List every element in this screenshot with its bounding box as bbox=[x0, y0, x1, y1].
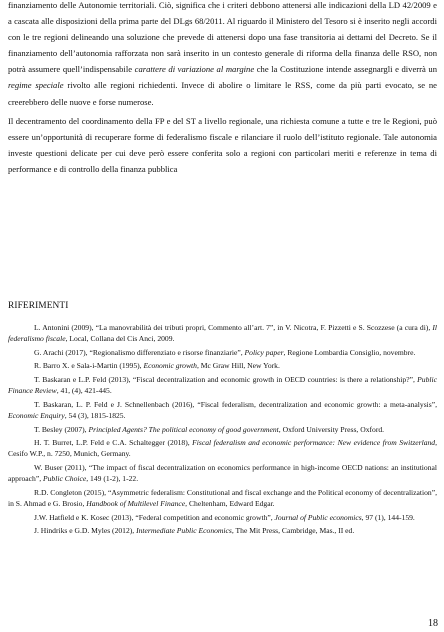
paragraph-text: che la Costituzione intende assegnargli e diverrà un bbox=[254, 64, 437, 75]
body-paragraph bbox=[8, 113, 437, 177]
reference-entry bbox=[8, 322, 437, 344]
reference-text: W. Buser (2011), “The impact of fiscal decentralization on economics performance in high-income OECD nations: an institutional approach”, bbox=[8, 462, 437, 484]
reference-entry bbox=[8, 399, 437, 421]
paragraph-text: Il decentramento del coordinamento della FP e del ST a livello regionale, una richiesta comune a tutte e tre le Regioni, può essere un’opportunità di recuperare forme di federalismo fiscale e rilanciare il ruolo dell’istituto regionale. Tale autonomia investe questioni delicate per cui deve però essere conferita solo a regioni con particolari meriti e referenze in tema di performance e di controllo della finanza pubblica bbox=[8, 115, 437, 174]
reference-text: H. T. Burret, L.P. Feld e C.A. Schaltegger (2018), bbox=[34, 438, 193, 448]
emphasis-text: regime speciale bbox=[8, 80, 64, 91]
reference-entry bbox=[8, 525, 437, 536]
references-heading: RIFERIMENTI bbox=[8, 301, 69, 311]
reference-text: G. Arachi (2017), “Regionalismo differenziato e risorse finanziarie”, bbox=[34, 347, 245, 357]
reference-text: , The Mit Press, Cambridge, Mas., II ed. bbox=[231, 526, 355, 536]
reference-text: T. Baskaran, L. P. Feld e J. Schnellenbach (2016), “Fiscal federalism, decentralization and economic growth: a meta-analysis”, bbox=[34, 399, 437, 409]
reference-text: , Cesifo W.P., n. 7250, Munich, Germany. bbox=[8, 438, 438, 459]
reference-title: Economic Enquiry bbox=[8, 410, 65, 420]
reference-text: T. Besley (2007), bbox=[34, 424, 89, 434]
reference-title: Handbook of Multilevel Finance bbox=[86, 498, 186, 508]
references-list bbox=[8, 322, 437, 539]
reference-text: , Oxford University Press, Oxford. bbox=[278, 424, 385, 434]
reference-text: , 149 (1-2), 1-22. bbox=[86, 474, 139, 484]
body-paragraph bbox=[8, 0, 437, 110]
page-number: 18 bbox=[428, 618, 438, 629]
reference-text: , Local, Collana del Cis Anci, 2009. bbox=[65, 334, 175, 344]
reference-entry bbox=[8, 437, 437, 459]
reference-title: Economic growth bbox=[143, 361, 197, 371]
reference-text: , 41, (4), 421-445. bbox=[56, 386, 112, 396]
reference-title: Intermediate Public Economics bbox=[136, 526, 232, 536]
reference-text: , Mc Graw Hill, New York. bbox=[196, 361, 280, 371]
reference-title: Principled Agents? The political economy of good government bbox=[88, 424, 279, 434]
reference-title: Public Choice bbox=[43, 474, 87, 484]
reference-title: Policy paper bbox=[244, 347, 284, 357]
reference-entry bbox=[8, 374, 437, 396]
reference-text: , Regione Lombardia Consiglio, novembre. bbox=[283, 347, 416, 357]
reference-title: Journal of Public economics bbox=[274, 512, 362, 522]
emphasis-text: carattere di variazione al margine bbox=[134, 64, 255, 75]
reference-text: R. Barro X. e Sala-i-Martin (1995), bbox=[34, 361, 144, 371]
reference-text: , Cheltenham, Edward Edgar. bbox=[185, 498, 275, 508]
reference-entry bbox=[8, 360, 437, 371]
reference-text: T. Baskaran e L.P. Feld (2013), “Fiscal decentralization and economic growth in OECD countries: is there a relationship?”, bbox=[34, 374, 418, 384]
reference-text: , 97 (1), 144-159. bbox=[361, 512, 415, 522]
reference-text: , 54 (3), 1815-1825. bbox=[64, 410, 126, 420]
reference-text: J. Hindriks e G.D. Myles (2012), bbox=[34, 526, 137, 536]
reference-entry bbox=[8, 347, 437, 358]
reference-entry bbox=[8, 512, 437, 523]
reference-text: R.D. Congleton (2015), “Asymmetric federalism: Constitutional and fiscal exchange and the Political economy of decentralization”, in S. Ahmad e G. Brosio, bbox=[8, 487, 437, 508]
paragraph-text: finanziamento delle Autonomie territoriali. Ciò, significa che i criteri debbono attenersi alle indicazioni della LD 42/2009 e a cascata alle disposizioni della prima parte del DLgs 68/2011. Al riguardo il Ministero del Tesoro si è inserito negli accordi con le tre regioni delineando una soluzione che prevede di attenersi dopo una fase transitoria ai dettami del Decreto. Se il finanziamento dell’autonomia rafforzata non sarà inserito in un contesto generale di riforma della finanza delle RSO, non potrà assumere quell’indispensabile bbox=[8, 0, 437, 75]
reference-text: J.W. Hatfield e K. Kosec (2013), “Federal competition and economic growth”, bbox=[34, 512, 275, 522]
body-text bbox=[8, 0, 437, 177]
reference-entry bbox=[8, 462, 437, 484]
reference-text: L. Antonini (2009), “La manovrabilità dei tributi propri, Commento all’art. 7”, in V. Nicotra, F. Pizzetti e S. Scozzese (a cura di), bbox=[34, 323, 433, 332]
paragraph-text: rivolto alle regioni richiedenti. Invece di abolire o limitare le RSS, come da più parti evocato, se ne creerebbero delle nuove e forse numerose. bbox=[8, 80, 437, 107]
reference-title: Public Finance Review bbox=[8, 374, 437, 396]
reference-title: Fiscal federalism and economic performance: New evidence from Switzerland bbox=[192, 438, 436, 448]
reference-entry bbox=[8, 487, 437, 509]
reference-entry bbox=[8, 424, 437, 435]
reference-title: Il federalismo fiscale bbox=[8, 323, 437, 344]
